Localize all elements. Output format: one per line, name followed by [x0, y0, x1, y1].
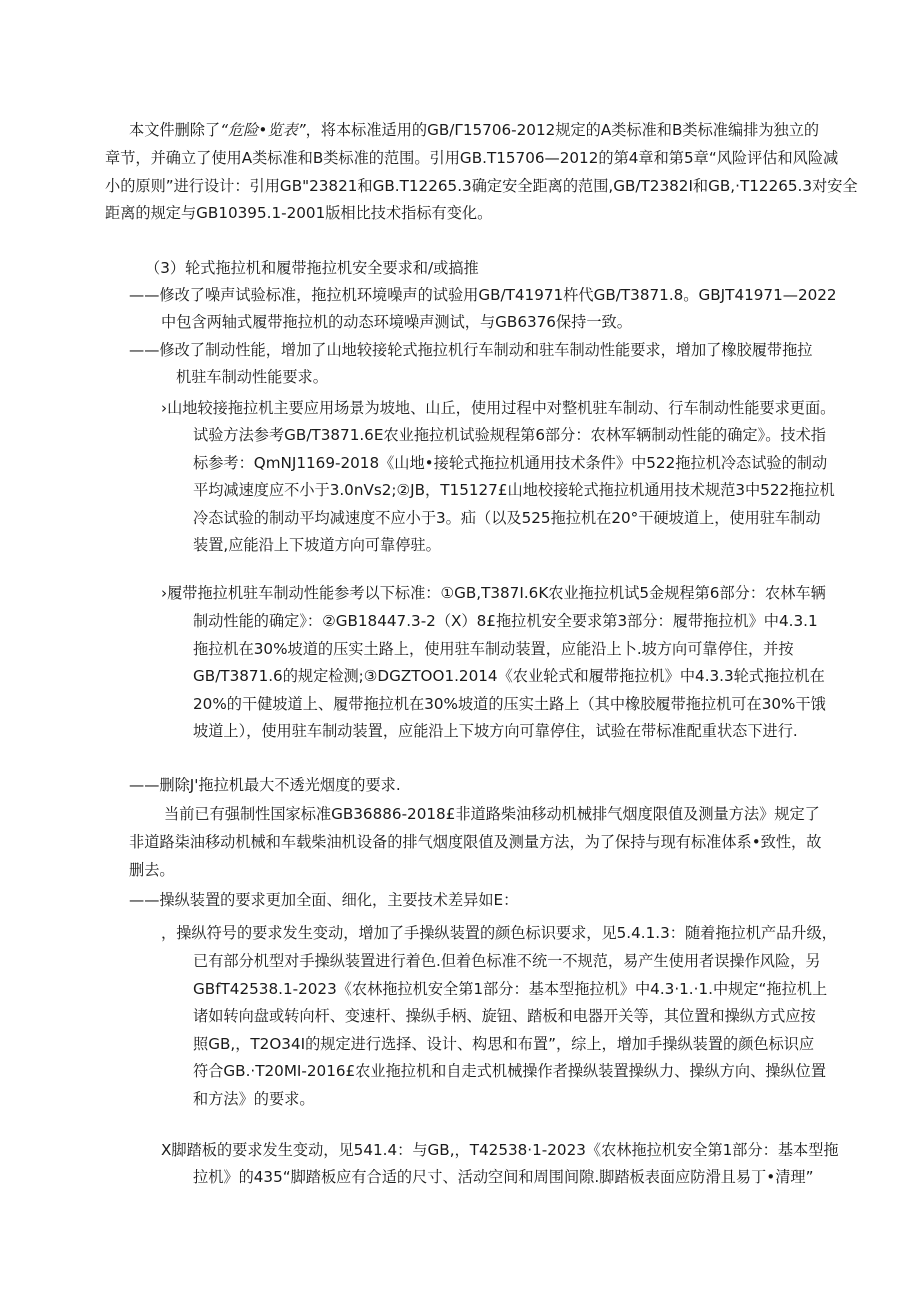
crawler-line-2: 制动性能的确定》：②GB18447.3-2（X）8£拖拉机安全要求第3部分：履带拖拉机》中4.3.1 [193, 612, 818, 630]
mountain-line-5: 冷态试验的制动平均减速度不应小于3。疝（以及525拖拉机在20°干硬坡道上，使用驻车制动 [193, 508, 821, 527]
mountain-tractor-subitem-cont [193, 422, 835, 560]
mountain-line-3: 标参考：QmNJ1169-2018《山地•接轮式拖拉机通用技术条件》中522拖拉机冷态试验的制动 [193, 453, 828, 472]
brake-line-1: ——修改了制动性能，增加了山地较接轮式拖拉机行车制动和驻车制动性能要求，增加了橡胶履带拖拉 [129, 341, 813, 359]
brake-item [129, 337, 812, 365]
pedal-line-2: 拉机》的435“脚踏板应有合适的尺寸、活动空间和周围间隙.脚踏板表面应防滑且易丁•清理” [193, 1168, 814, 1186]
section-heading-3 [145, 255, 479, 283]
pedal-subitem [161, 1137, 839, 1165]
smoke-para-line-2: 非道路柒油移动机械和车载柴油机设备的排气烟度限值及测量方法，为了保持与现有标准体系•致性，故 [129, 833, 822, 851]
smoke-para-line-3: 删去。 [129, 860, 175, 879]
intro-paragraph [129, 117, 819, 145]
intro-italic-quote: “危险•览表” [220, 121, 306, 139]
symbols-line-4: 诸如转向盘或转向杆、变速杆、操纵手柄、旋钮、踏板和电器开关等，其位置和操纵方式应按 [193, 1007, 816, 1025]
symbols-subitem [161, 920, 837, 948]
intro-paragraph-cont [105, 145, 858, 228]
mountain-tractor-subitem [161, 395, 835, 423]
brake-item-cont [176, 364, 328, 392]
mountain-line-1: ›山地较接拖拉机主要应用场景为坡地、山丘，使用过程中对整机驻车制动、行车制动性能要求更面。 [161, 399, 836, 417]
smoke-para-line-1: 当前已有强制性国家标准GB36886-2018£非道路柴油移动机械排气烟度限值及测量方法》规定了 [164, 805, 820, 823]
smoke-item-text: ——删除J'拖拉机最大不透光烟度的要求. [129, 776, 401, 794]
noise-line-1: ——修改了噪声试验标准，拖拉机环境噪声的试验用GB/T41971杵代GB/T3871.8。GBJT41971—2022 [129, 286, 837, 304]
controls-item [129, 887, 518, 915]
pedal-line-1: X脚踏板的要求发生变动，见541.4：与GB,，T42538·1-2023《农林拖拉机安全第1部分：基本型拖 [161, 1141, 839, 1159]
intro-line-1 [129, 117, 819, 145]
noise-line-2: 中包含两轴式履带拖拉机的动态环境噪声测试，与GB6376保持一致。 [161, 313, 632, 331]
mountain-line-4: 平均减速度应不小于3.0nVs2;②JB，T15127£山地校接轮式拖拉机通用技术规范3中522拖拉机 [193, 481, 835, 499]
intro-prefix: 本文件删除了 [129, 121, 221, 139]
pedal-subitem-cont [193, 1164, 813, 1192]
smoke-item [129, 772, 401, 800]
symbols-line-1: ，操纵符号的要求发生变动，增加了手操纵装置的颜色标识要求，见5.4.1.3：随着拖拉机产品升级， [161, 924, 837, 942]
controls-item-text: ——操纵装置的要求更加全面、细化，主要技术差异如E： [129, 891, 519, 909]
symbols-line-3: GBfT42538.1-2023《农林拖拉机安全第1部分：基本型拖拉机》中4.3·1.·1.中规定“拖拉机上 [193, 979, 828, 998]
crawler-tractor-subitem-cont [193, 608, 826, 746]
brake-line-2: 机驻车制动性能要求。 [176, 368, 328, 386]
mountain-line-2: 试验方法参考GB/T3871.6E农业拖拉机试验规程第6部分：农林军辆制动性能的确定》。技术指 [193, 426, 826, 444]
crawler-line-1: ›履带拖拉机驻车制动性能参考以下标准：①GB,T387I.6K农业拖拉机试5金规程第6部分：农林车辆 [161, 584, 826, 602]
crawler-line-6: 坡道上），使用驻车制动装置，应能沿上下坡方向可靠停住，试验在带标准配重状态下进行. [193, 722, 798, 740]
symbols-line-6: 符合GB.·T20MI-2016£农业拖拉机和自走式机械操作者操纵装置操纵力、操纵方向、操纵位置 [193, 1062, 827, 1080]
crawler-line-4: GB/T3871.6的规定检测;③DGZTOO1.2014《农业轮式和履带拖拉机》中4.3.3轮式拖拉机在 [193, 667, 825, 685]
crawler-tractor-subitem [161, 580, 826, 608]
symbols-line-7: 和方法》的要求。 [193, 1089, 315, 1108]
mountain-line-6: 装置,应能沿上下坡道方向可靠停驻。 [193, 536, 441, 554]
crawler-line-5: 20%的干健坡道上、履带拖拉机在30%坡道的压实土路上（其中橡胶履带拖拉机可在30%干饿 [193, 694, 826, 713]
symbols-line-2: 已有部分机型对手操纵装置进行着色.但着色标准不统一不规范，易产生使用者误操作风险，另 [193, 952, 821, 970]
intro-suffix: ，将本标准适用的GB/Γ15706-2012规定的A类标准和B类标准编排为独立的 [305, 121, 820, 139]
section-heading-3-text: （3）轮式拖拉机和履带拖拉机安全要求和/或搞推 [145, 259, 479, 277]
noise-item-cont [161, 309, 632, 337]
intro-line-3: 小的原则”进行设计：引用GB"23821和GB.T12265.3确定安全距离的范围,GB/T2382I和GB,·T12265.3对安全 [105, 176, 858, 195]
symbols-subitem-cont [193, 948, 827, 1113]
smoke-paragraph-cont [129, 829, 821, 884]
noise-item [129, 282, 837, 310]
intro-line-2: 章节，并确立了使用A类标准和B类标准的范围。引用GB.T15706—2012的第4章和第5章“风险评估和风险减 [105, 149, 839, 167]
crawler-line-3: 拖拉机在30%坡道的压实土路上，使用驻车制动装置，应能沿上卜.坡方向可靠停住，并按 [193, 639, 794, 658]
smoke-paragraph [164, 801, 820, 829]
symbols-line-5: 照GB,，T2O34I的规定进行选择、设计、构思和布置”，综上，增加手操纵装置的颜色标识应 [193, 1034, 815, 1053]
intro-line-4: 距离的规定与GB10395.1-2001版相比技术指标有变化。 [105, 204, 493, 222]
